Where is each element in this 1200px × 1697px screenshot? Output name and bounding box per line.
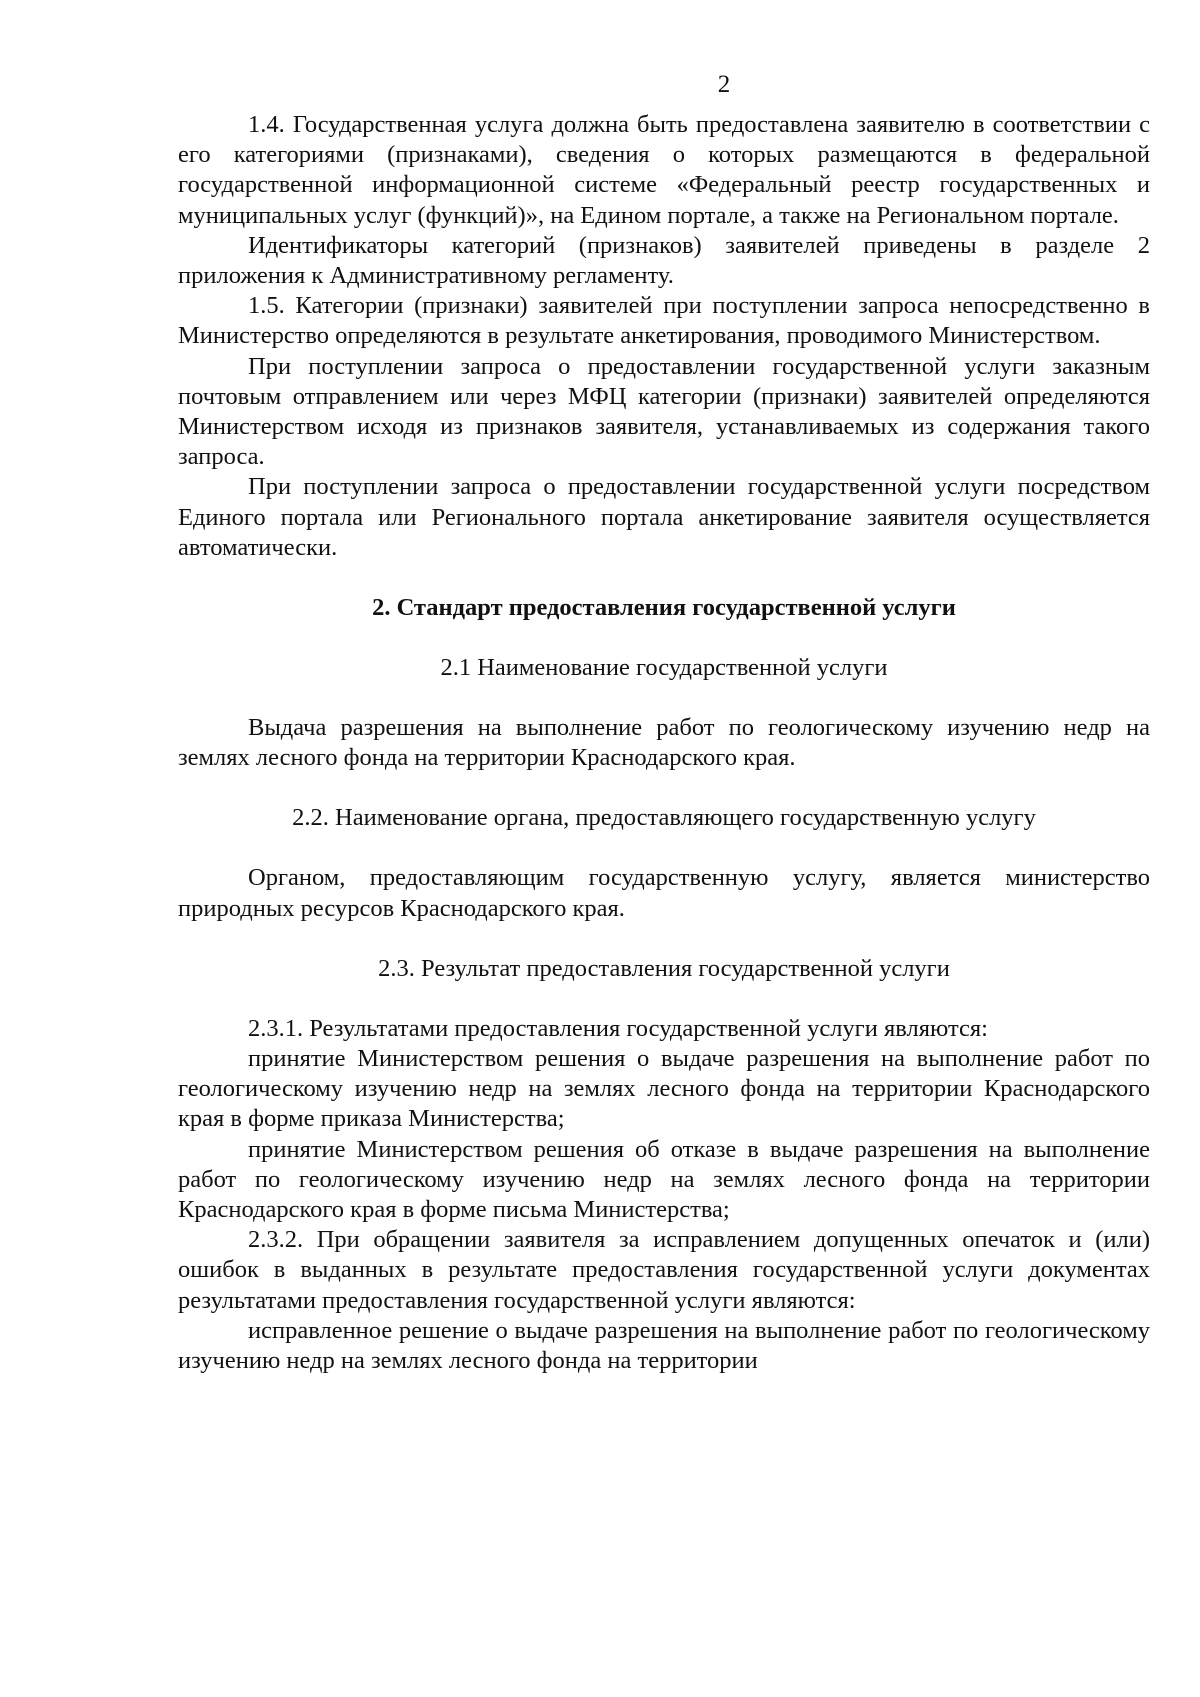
- section-2-1-title: 2.1 Наименование государственной услуги: [440, 654, 888, 682]
- paragraph-1-5: 1.5. Категории (признаки) заявителей при поступлении запроса непосредственно в Министерство определяются в результате анкетирования, проводимого Министерством.: [178, 292, 1150, 350]
- section-2-2-title: 2.2. Наименование органа, предоставляющего государственную услугу: [292, 804, 1036, 832]
- paragraph-2-3-1: 2.3.1. Результатами предоставления государственной услуги являются:: [248, 1014, 988, 1042]
- paragraph-identifiers: Идентификаторы категорий (признаков) заявителей приведены в разделе 2 приложения к Административному регламенту.: [178, 231, 1150, 290]
- paragraph-result-refusal: принятие Министерством решения об отказе в выдаче разрешения на выполнение работ по геологическому изучению недр на землях лесного фонда на территории Краснодарского края в форме письма Министерства;: [178, 1135, 1150, 1224]
- paragraph-portal-request: При поступлении запроса о предоставлении государственной услуги посредством Единого портала или Регионального портала анкетирование заявителя осуществляется автоматически.: [178, 473, 1150, 561]
- document-page: [178, 70, 1150, 1376]
- section-2-2-text: Органом, предоставляющим государственную услугу, является министерство природных ресурсов Краснодарского края.: [178, 864, 1150, 922]
- paragraph-1-4: 1.4. Государственная услуга должна быть предоставлена заявителю в соответствии с его категориями (признаками), сведения о которых размещаются в федеральной государственной информационной системе «Федеральный реестр государственных и муниципальных услуг (функций)», на Едином портале, а также на Региональном портале.: [178, 111, 1150, 229]
- section-2-title: 2. Стандарт предоставления государственной услуги: [372, 594, 956, 622]
- page-number: 2: [717, 71, 731, 98]
- paragraph-corrected-decision: исправленное решение о выдаче разрешения на выполнение работ по геологическому изучению недр на землях лесного фонда на территории: [178, 1316, 1150, 1375]
- section-2-3-title: 2.3. Результат предоставления государственной услуги: [378, 954, 950, 982]
- section-2-1-text: Выдача разрешения на выполнение работ по геологическому изучению недр на землях лесного фонда на территории Краснодарского края.: [178, 714, 1150, 772]
- paragraph-result-approval: принятие Министерством решения о выдаче разрешения на выполнение работ по геологическому изучению недр на землях лесного фонда на территории Краснодарского края в форме приказа Министерства;: [178, 1045, 1150, 1133]
- paragraph-postal-request: При поступлении запроса о предоставлении государственной услуги заказным почтовым отправлением или через МФЦ категории (признаки) заявителей определяются Министерством исходя из признаков заявителя, устанавливаемых из содержания такого запроса.: [178, 352, 1150, 471]
- paragraph-2-3-2: 2.3.2. При обращении заявителя за исправлением допущенных опечаток и (или) ошибок в выданных в результате предоставления государственной услуги документах результатами предоставления государственной услуги являются:: [178, 1226, 1150, 1314]
